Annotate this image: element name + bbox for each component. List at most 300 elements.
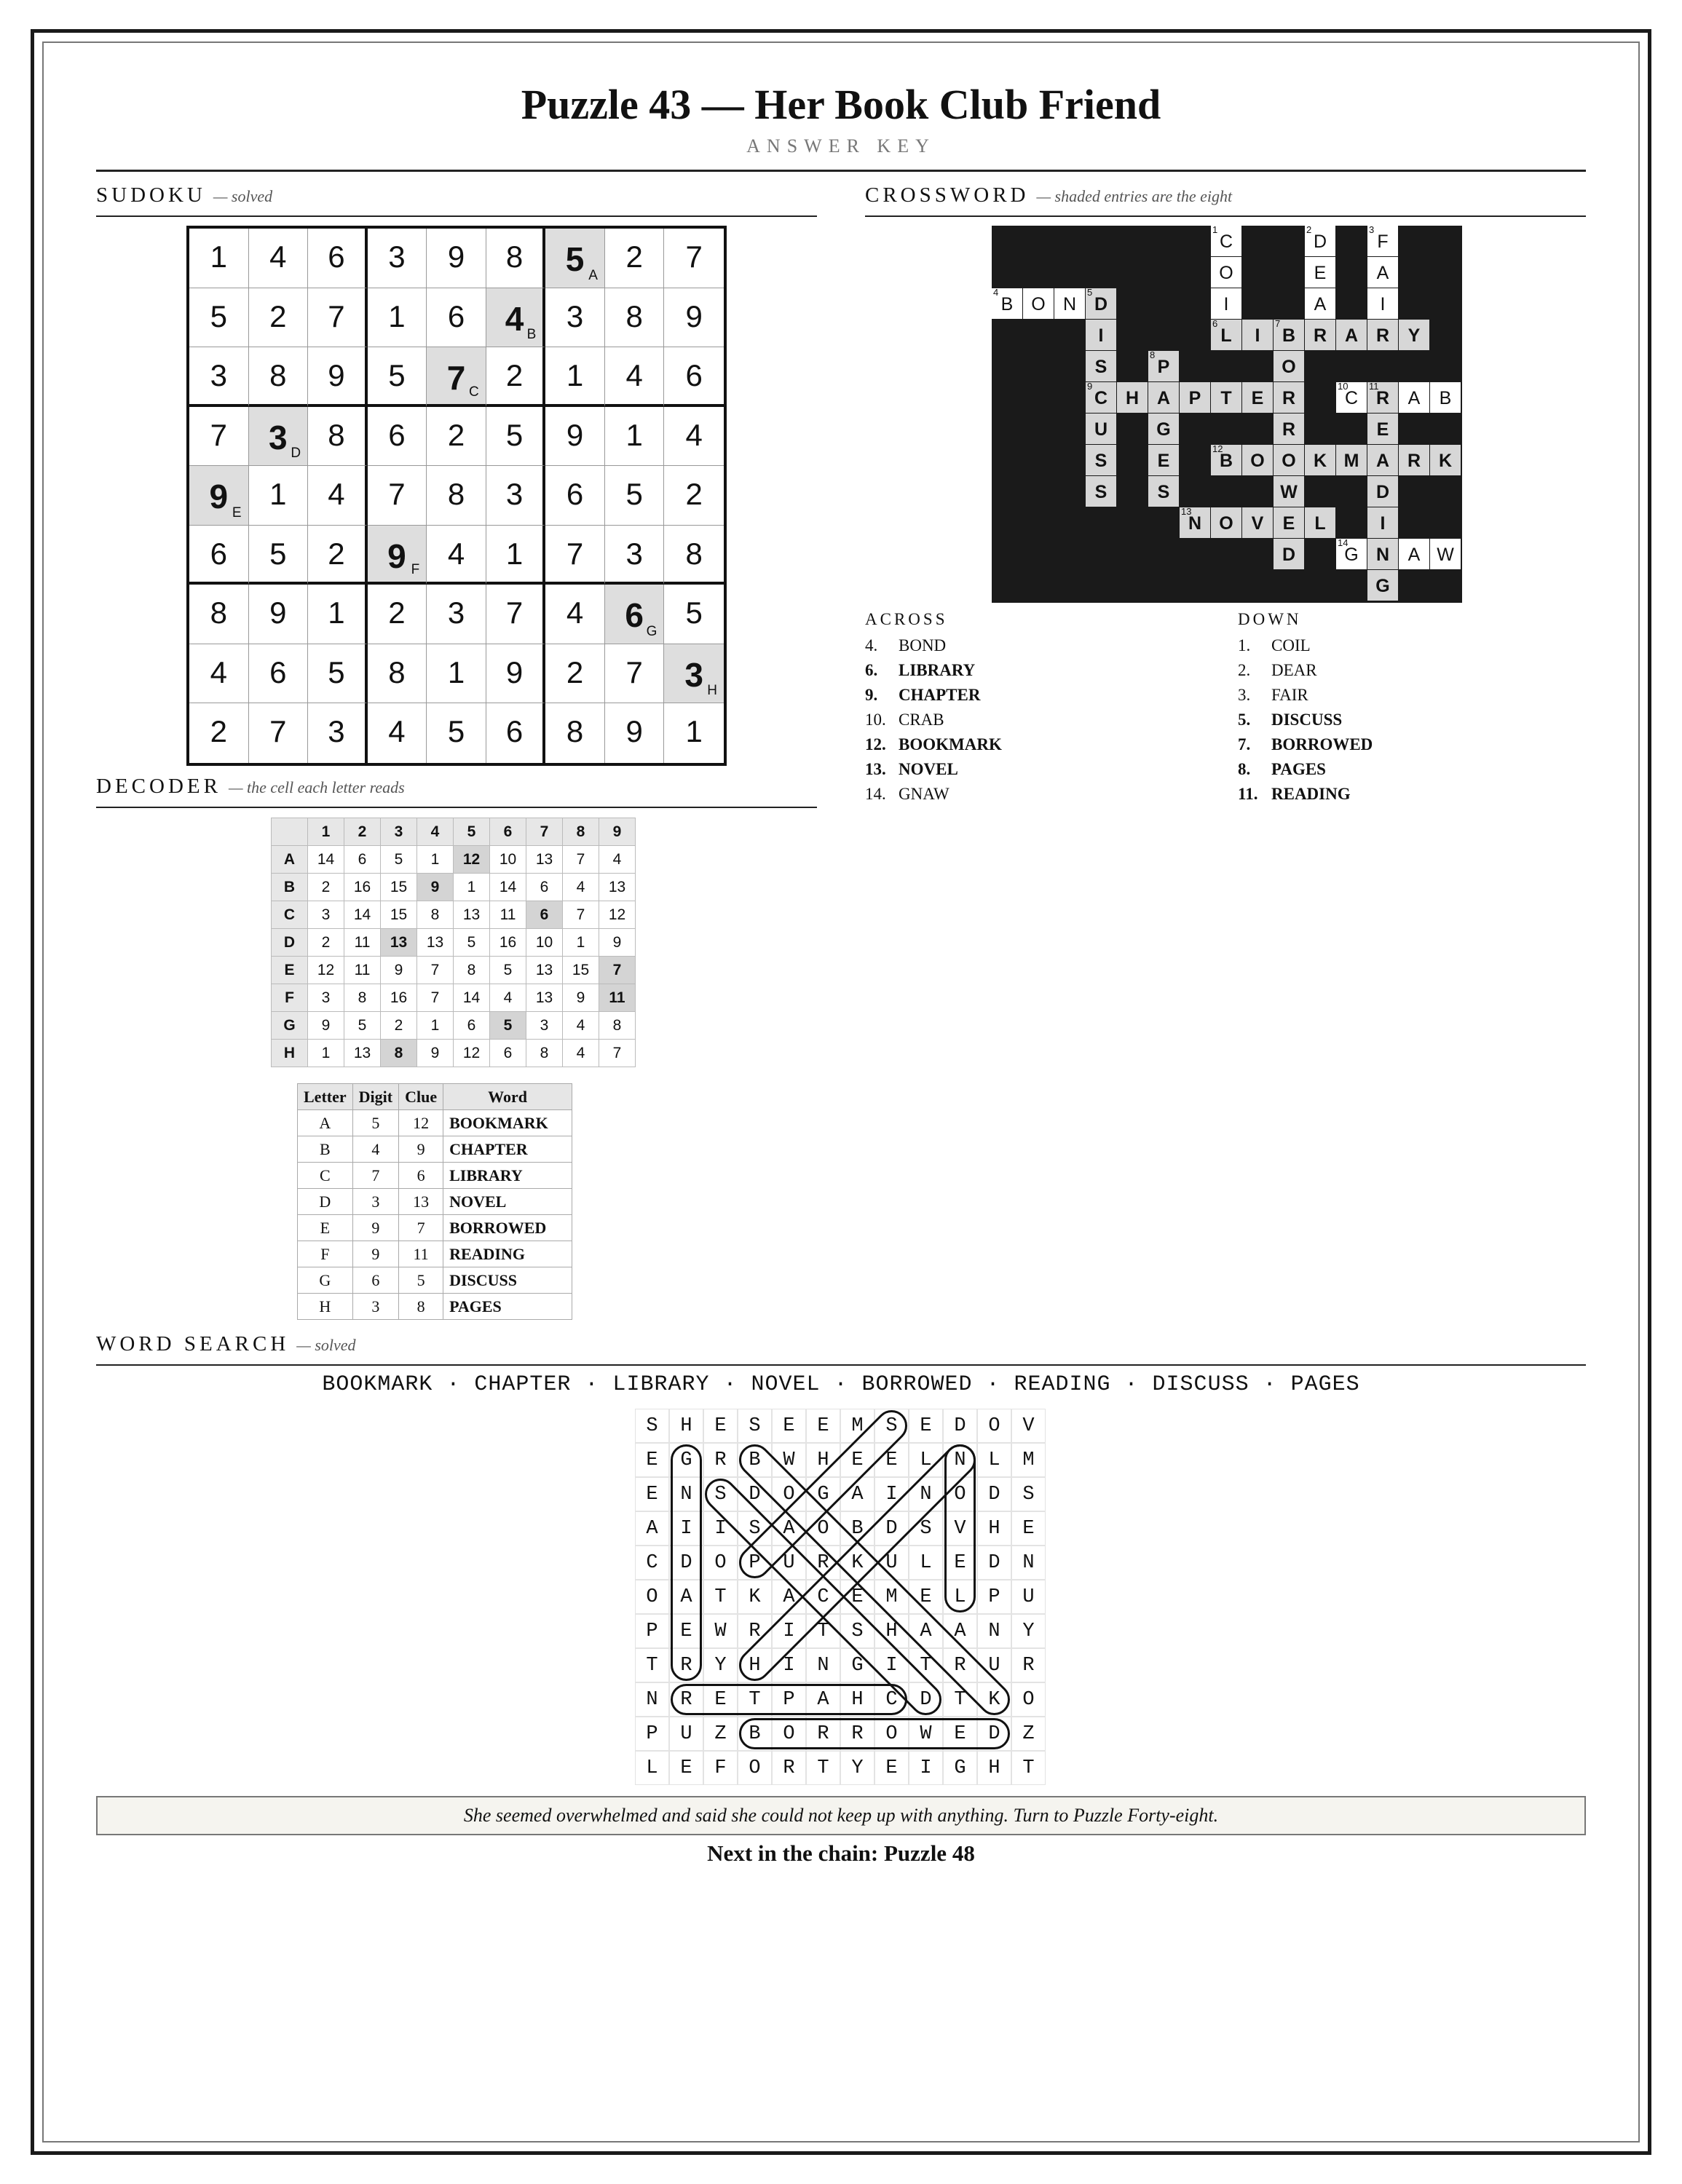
sudoku-digit: 1 bbox=[625, 417, 643, 452]
wordsearch-loops bbox=[635, 1409, 1046, 1785]
sudoku-cell bbox=[486, 466, 546, 526]
wordsearch-cell: V bbox=[1011, 1409, 1046, 1443]
wordsearch-cell: N bbox=[977, 1614, 1011, 1648]
sudoku-cell bbox=[605, 407, 665, 467]
sudoku-cell bbox=[308, 703, 368, 763]
wordsearch-cell: I bbox=[703, 1511, 738, 1546]
clue-answer: READING bbox=[1271, 785, 1351, 803]
wordsearch-cell: O bbox=[772, 1717, 806, 1751]
sudoku-cell bbox=[249, 288, 309, 348]
sudoku-tag: F bbox=[411, 562, 420, 578]
decoder-cell: 13 bbox=[526, 957, 563, 984]
sudoku-cell bbox=[308, 229, 368, 288]
wordsearch-cell: E bbox=[874, 1443, 909, 1477]
sudoku-digit: 5 bbox=[269, 536, 287, 571]
sudoku-tag: C bbox=[469, 384, 479, 400]
sudoku-digit: 1 bbox=[269, 477, 287, 512]
clue-number: 4. bbox=[865, 636, 878, 654]
wordsearch-cell: R bbox=[703, 1443, 738, 1477]
sudoku-digit: 5 bbox=[505, 417, 524, 452]
sudoku-cell bbox=[605, 229, 665, 288]
wordsearch-cell: E bbox=[1011, 1511, 1046, 1546]
sudoku-digit: 2 bbox=[447, 417, 465, 452]
decoder-cell: 15 bbox=[563, 957, 599, 984]
sudoku-cell bbox=[545, 644, 605, 704]
wordsearch-cell: R bbox=[669, 1682, 703, 1717]
sudoku-header bbox=[96, 183, 817, 217]
decoder-cell: 13 bbox=[454, 901, 490, 929]
wordsearch-cell: K bbox=[977, 1682, 1011, 1717]
wordsearch-cell: E bbox=[943, 1717, 977, 1751]
wordsearch-cell: D bbox=[943, 1409, 977, 1443]
sudoku-digit: 5 bbox=[388, 358, 406, 393]
crossword-cell: A bbox=[1399, 382, 1429, 413]
decoder-row bbox=[272, 901, 636, 929]
sudoku-cell bbox=[249, 526, 309, 585]
sudoku-digit: 9 bbox=[209, 478, 229, 516]
crossword-cell: A bbox=[1399, 539, 1429, 569]
wordsearch-cell: R bbox=[772, 1751, 806, 1785]
decoder-cell: 1 bbox=[454, 874, 490, 901]
sudoku-cell bbox=[249, 644, 309, 704]
wordsearch-cell: H bbox=[874, 1614, 909, 1648]
sudoku-cell bbox=[427, 288, 486, 348]
wordsearch-cell: E bbox=[909, 1580, 943, 1614]
key-cell: BORROWED bbox=[443, 1215, 572, 1241]
key-cell: READING bbox=[443, 1241, 572, 1267]
crossword-cell: D 2 bbox=[1305, 226, 1335, 256]
decoder-cell: 5 bbox=[381, 846, 417, 874]
wordsearch-cell: E bbox=[669, 1614, 703, 1648]
down-clue bbox=[1238, 708, 1580, 732]
decoder-row bbox=[272, 1012, 636, 1040]
key-cell: 3 bbox=[352, 1294, 398, 1320]
wordsearch-cell: S bbox=[635, 1409, 669, 1443]
wordsearch-cell: N bbox=[943, 1443, 977, 1477]
crossword-cell: C 10 bbox=[1336, 382, 1367, 413]
wordsearch-cell: M bbox=[874, 1580, 909, 1614]
wordsearch-cell: U bbox=[669, 1717, 703, 1751]
wordsearch-cell: L bbox=[977, 1443, 1011, 1477]
sudoku-digit: 2 bbox=[566, 654, 584, 689]
wordsearch-cell: T bbox=[806, 1614, 840, 1648]
decoder-cell: 9 bbox=[417, 874, 454, 901]
decoder-cell: 14 bbox=[490, 874, 526, 901]
decoder-row-header: H bbox=[272, 1040, 308, 1067]
wordsearch-cell: E bbox=[669, 1751, 703, 1785]
wordsearch-cell: P bbox=[635, 1614, 669, 1648]
sudoku-cell bbox=[486, 703, 546, 763]
across-heading: ACROSS bbox=[865, 610, 948, 628]
clue-number: 10. bbox=[865, 711, 886, 729]
sudoku-digit: 9 bbox=[566, 417, 584, 452]
crossword-cell: P 8 bbox=[1148, 351, 1179, 381]
wordsearch-cell: O bbox=[874, 1717, 909, 1751]
wordsearch-cell: M bbox=[840, 1409, 874, 1443]
wordsearch-cell: S bbox=[840, 1614, 874, 1648]
decoder-cell: 11 bbox=[490, 901, 526, 929]
sudoku-cell bbox=[189, 347, 249, 407]
decoder-cell: 5 bbox=[490, 957, 526, 984]
sudoku-digit: 1 bbox=[566, 358, 584, 393]
wordsearch-cell: R bbox=[840, 1717, 874, 1751]
clue-answer: DISCUSS bbox=[1271, 711, 1343, 729]
down-clue bbox=[1238, 732, 1580, 757]
word-list: BOOKMARK · CHAPTER · LIBRARY · NOVEL · BORROWED · READING · DISCUSS · PAGES bbox=[322, 1372, 1360, 1397]
decoder-cell: 13 bbox=[417, 929, 454, 957]
sudoku-cell bbox=[368, 703, 427, 763]
wordsearch-cell: E bbox=[874, 1751, 909, 1785]
sudoku-digit: 1 bbox=[210, 240, 227, 274]
decoder-cell: 13 bbox=[381, 929, 417, 957]
wordsearch-cell: I bbox=[874, 1477, 909, 1511]
crossword-cell: E bbox=[1305, 257, 1335, 288]
crossword-cell: U bbox=[1086, 414, 1116, 444]
decoder-cell: 4 bbox=[563, 1012, 599, 1040]
crossword-number: 13 bbox=[1181, 506, 1192, 517]
wordsearch-cell: B bbox=[738, 1443, 772, 1477]
decoder-cell: 6 bbox=[526, 874, 563, 901]
wordsearch-cell: I bbox=[772, 1648, 806, 1682]
crossword-cell: B bbox=[1430, 382, 1461, 413]
clue-number: 11. bbox=[1238, 785, 1258, 803]
key-cell: 6 bbox=[352, 1267, 398, 1294]
sudoku-cell bbox=[427, 466, 486, 526]
word-loop-borrowed bbox=[741, 1720, 1009, 1749]
decoder-cell: 9 bbox=[599, 929, 636, 957]
sudoku-digit: 2 bbox=[328, 536, 345, 571]
sudoku-digit: 5 bbox=[210, 298, 227, 333]
decoder-col-header: 1 bbox=[308, 818, 344, 846]
crossword-cell: R bbox=[1367, 320, 1398, 350]
decoder-col-header: 4 bbox=[417, 818, 454, 846]
crossword-cell: O bbox=[1274, 445, 1304, 475]
key-cell: 9 bbox=[352, 1215, 398, 1241]
sudoku-tag: H bbox=[707, 683, 717, 699]
wordsearch-cell: T bbox=[738, 1682, 772, 1717]
down-clues bbox=[1238, 610, 1580, 807]
decoder-cell: 13 bbox=[526, 846, 563, 874]
sudoku-cell bbox=[189, 526, 249, 585]
sudoku-digit: 6 bbox=[328, 240, 345, 274]
sudoku-digit: 3 bbox=[505, 477, 524, 512]
sudoku-digit: 7 bbox=[685, 240, 703, 274]
wordsearch-cell: C bbox=[806, 1580, 840, 1614]
crossword-grid bbox=[992, 226, 1462, 603]
wordsearch-cell: M bbox=[1011, 1443, 1046, 1477]
wordsearch-cell: A bbox=[669, 1580, 703, 1614]
sudoku-digit: 7 bbox=[328, 298, 345, 333]
decoder-cell: 3 bbox=[308, 901, 344, 929]
decoder-row-header: A bbox=[272, 846, 308, 874]
sudoku-digit: 2 bbox=[210, 714, 227, 749]
sudoku-cell bbox=[545, 585, 605, 644]
wordsearch-cell: W bbox=[772, 1443, 806, 1477]
sudoku-cell bbox=[189, 644, 249, 704]
sudoku-digit: 3 bbox=[447, 596, 465, 630]
key-header-row bbox=[298, 1084, 572, 1110]
decoder-cell: 8 bbox=[417, 901, 454, 929]
key-row bbox=[298, 1267, 572, 1294]
sudoku-digit: 3 bbox=[210, 358, 227, 393]
sudoku-digit: 9 bbox=[625, 714, 643, 749]
decoder-cell: 13 bbox=[599, 874, 636, 901]
wordsearch-heading: WORD SEARCH bbox=[96, 1332, 290, 1356]
crossword-number: 4 bbox=[993, 287, 999, 298]
story-note: She seemed overwhelmed and said she could not keep up with anything. Turn to Puzzle Forty-eight. bbox=[96, 1796, 1586, 1835]
sudoku-tag: A bbox=[588, 267, 598, 283]
decoder-cell: 4 bbox=[599, 846, 636, 874]
wordsearch-cell: S bbox=[703, 1477, 738, 1511]
crossword-cell: O bbox=[1211, 507, 1241, 538]
wordsearch-cell: I bbox=[669, 1511, 703, 1546]
sudoku-cell bbox=[427, 526, 486, 585]
sudoku-cell bbox=[308, 644, 368, 704]
decoder-cell: 1 bbox=[417, 1012, 454, 1040]
decoder-row bbox=[272, 846, 636, 874]
key-row bbox=[298, 1241, 572, 1267]
crossword-cell: F 3 bbox=[1367, 226, 1398, 256]
crossword-cell: N 13 bbox=[1180, 507, 1210, 538]
wordsearch-cell: P bbox=[772, 1682, 806, 1717]
decoder-cell: 7 bbox=[563, 901, 599, 929]
crossword-cell: K bbox=[1305, 445, 1335, 475]
key-cell: 11 bbox=[399, 1241, 443, 1267]
sudoku-digit: 2 bbox=[269, 298, 287, 333]
sudoku-cell bbox=[545, 703, 605, 763]
decoder-cell: 12 bbox=[454, 1040, 490, 1067]
crossword-number: 2 bbox=[1306, 224, 1312, 235]
down-clue bbox=[1238, 633, 1580, 658]
decoder-cell: 12 bbox=[599, 901, 636, 929]
crossword-cell: O bbox=[1211, 257, 1241, 288]
title-rule bbox=[96, 170, 1586, 172]
wordsearch-cell: L bbox=[909, 1546, 943, 1580]
key-row bbox=[298, 1136, 572, 1163]
sudoku-digit: 4 bbox=[269, 240, 287, 274]
decoder-cell: 15 bbox=[381, 874, 417, 901]
wordsearch-cell: D bbox=[874, 1511, 909, 1546]
wordsearch-cell: E bbox=[635, 1477, 669, 1511]
sudoku-cell bbox=[189, 229, 249, 288]
wordsearch-cell: I bbox=[772, 1614, 806, 1648]
crossword-cell: I bbox=[1242, 320, 1273, 350]
key-cell: D bbox=[298, 1189, 353, 1215]
sudoku-digit: 8 bbox=[447, 477, 465, 512]
clue-number: 5. bbox=[1238, 711, 1251, 729]
sudoku-cell bbox=[605, 347, 665, 407]
sudoku-cell bbox=[368, 229, 427, 288]
decoder-col-header: 9 bbox=[599, 818, 636, 846]
wordsearch-cell: R bbox=[1011, 1648, 1046, 1682]
decoder-cell: 2 bbox=[308, 874, 344, 901]
sudoku-cell bbox=[368, 347, 427, 407]
decoder-col-header: 2 bbox=[344, 818, 381, 846]
wordsearch-cell: D bbox=[977, 1477, 1011, 1511]
decoder-row bbox=[272, 874, 636, 901]
sudoku-digit: 1 bbox=[447, 654, 465, 689]
sudoku-digit: 1 bbox=[388, 298, 406, 333]
key-row bbox=[298, 1294, 572, 1320]
sudoku-digit: 4 bbox=[685, 417, 703, 452]
sudoku-cell bbox=[308, 407, 368, 467]
clue-answer: FAIR bbox=[1271, 686, 1308, 704]
key-cell: DISCUSS bbox=[443, 1267, 572, 1294]
wordsearch-cell: E bbox=[943, 1546, 977, 1580]
wordsearch-cell: T bbox=[909, 1648, 943, 1682]
key-cell: B bbox=[298, 1136, 353, 1163]
wordsearch-cell: R bbox=[943, 1648, 977, 1682]
sudoku-digit: 9 bbox=[685, 298, 703, 333]
crossword-cell: A bbox=[1367, 445, 1398, 475]
sudoku-digit: 6 bbox=[210, 536, 227, 571]
wordsearch-cell: L bbox=[635, 1751, 669, 1785]
sudoku-digit: 8 bbox=[625, 298, 643, 333]
wordsearch-cell: O bbox=[806, 1511, 840, 1546]
word-loop-reading bbox=[672, 1446, 701, 1680]
wordsearch-cell: S bbox=[1011, 1477, 1046, 1511]
sudoku-heading: SUDOKU bbox=[96, 183, 206, 207]
wordsearch-cell: O bbox=[977, 1409, 1011, 1443]
sudoku-cell bbox=[249, 407, 309, 467]
sudoku-cell bbox=[605, 466, 665, 526]
sudoku-cell bbox=[486, 526, 546, 585]
clue-number: 14. bbox=[865, 785, 886, 803]
decoder-cell: 12 bbox=[308, 957, 344, 984]
sudoku-cell bbox=[605, 644, 665, 704]
down-heading: DOWN bbox=[1238, 610, 1302, 628]
decoder-header bbox=[96, 775, 817, 808]
decoder-cell: 2 bbox=[381, 1012, 417, 1040]
crossword-cell: C 1 bbox=[1211, 226, 1241, 256]
sudoku-cell bbox=[249, 229, 309, 288]
decoder-row-header: F bbox=[272, 984, 308, 1012]
sudoku-digit: 3 bbox=[625, 536, 643, 571]
page-subtitle: ANSWER KEY bbox=[746, 135, 936, 157]
key-cell: 13 bbox=[399, 1189, 443, 1215]
decoder-cell: 1 bbox=[417, 846, 454, 874]
decoder-cell: 6 bbox=[454, 1012, 490, 1040]
sudoku-digit: 3 bbox=[566, 298, 584, 333]
sudoku-cell bbox=[605, 288, 665, 348]
clue-answer: GNAW bbox=[899, 785, 949, 803]
crossword-cell: A bbox=[1148, 382, 1179, 413]
wordsearch-cell: H bbox=[669, 1409, 703, 1443]
key-cell: CHAPTER bbox=[443, 1136, 572, 1163]
decoder-cell: 8 bbox=[381, 1040, 417, 1067]
sudoku-digit: 6 bbox=[388, 417, 406, 452]
decoder-cell: 11 bbox=[344, 929, 381, 957]
wordsearch-cell: F bbox=[703, 1751, 738, 1785]
sudoku-digit: 4 bbox=[566, 596, 584, 630]
sudoku-digit: 5 bbox=[625, 477, 643, 512]
wordsearch-cell: H bbox=[840, 1682, 874, 1717]
sudoku-digit: 7 bbox=[566, 536, 584, 571]
sudoku-tag: E bbox=[232, 505, 242, 521]
sudoku-cell bbox=[427, 644, 486, 704]
sudoku-cell bbox=[664, 644, 724, 704]
wordsearch-cell: Y bbox=[840, 1751, 874, 1785]
sudoku-cell bbox=[486, 229, 546, 288]
sudoku-digit: 7 bbox=[446, 359, 466, 397]
crossword-number: 10 bbox=[1338, 381, 1349, 392]
key-cell: 5 bbox=[352, 1110, 398, 1136]
decoder-col-header: 3 bbox=[381, 818, 417, 846]
crossword-cell: S bbox=[1086, 445, 1116, 475]
sudoku-cell bbox=[308, 526, 368, 585]
wordsearch-cell: E bbox=[703, 1682, 738, 1717]
sudoku-digit: 9 bbox=[269, 596, 287, 630]
sudoku-cell bbox=[427, 585, 486, 644]
sudoku-cell bbox=[664, 229, 724, 288]
crossword-cell: G 14 bbox=[1336, 539, 1367, 569]
wordsearch-cell: N bbox=[635, 1682, 669, 1717]
wordsearch-cell: A bbox=[806, 1682, 840, 1717]
crossword-cell: I bbox=[1367, 288, 1398, 319]
wordsearch-cell: I bbox=[909, 1751, 943, 1785]
crossword-cell: C 9 bbox=[1086, 382, 1116, 413]
wordsearch-cell: H bbox=[738, 1648, 772, 1682]
crossword-cell: R 11 bbox=[1367, 382, 1398, 413]
next-puzzle: Next in the chain: Puzzle 48 bbox=[707, 1840, 975, 1866]
crossword-cell: O bbox=[1242, 445, 1273, 475]
sudoku-digit: 4 bbox=[447, 536, 465, 571]
clue-number: 9. bbox=[865, 686, 878, 704]
decoder-row bbox=[272, 957, 636, 984]
decoder-cell: 14 bbox=[344, 901, 381, 929]
decoder-row bbox=[272, 984, 636, 1012]
crossword-cell: R bbox=[1305, 320, 1335, 350]
crossword-cell: I bbox=[1367, 507, 1398, 538]
crossword-cell: R bbox=[1274, 382, 1304, 413]
crossword-cell: D bbox=[1274, 539, 1304, 569]
sudoku-cell bbox=[427, 347, 486, 407]
sudoku-digit: 3 bbox=[388, 240, 406, 274]
sudoku-cell bbox=[368, 407, 427, 467]
sudoku-cell bbox=[189, 407, 249, 467]
key-cell: 9 bbox=[399, 1136, 443, 1163]
decoder-cell: 6 bbox=[344, 846, 381, 874]
decoder-note: — the cell each letter reads bbox=[228, 778, 405, 796]
crossword-number: 5 bbox=[1087, 287, 1093, 298]
sudoku-cell bbox=[249, 703, 309, 763]
crossword-cell: B 4 bbox=[992, 288, 1022, 319]
across-clue bbox=[865, 757, 1215, 782]
wordsearch-cell: C bbox=[874, 1682, 909, 1717]
crossword-heading: CROSSWORD bbox=[865, 183, 1030, 207]
sudoku-digit: 2 bbox=[388, 596, 406, 630]
sudoku-cell bbox=[486, 585, 546, 644]
key-row bbox=[298, 1110, 572, 1136]
sudoku-tag: B bbox=[526, 327, 537, 343]
sudoku-digit: 4 bbox=[210, 654, 227, 689]
sudoku-cell bbox=[605, 585, 665, 644]
crossword-cell: O bbox=[1274, 351, 1304, 381]
sudoku-cell bbox=[368, 288, 427, 348]
word-loop-discuss bbox=[700, 1473, 947, 1720]
crossword-cell: A bbox=[1367, 257, 1398, 288]
decoder-cell: 13 bbox=[526, 984, 563, 1012]
key-cell: H bbox=[298, 1294, 353, 1320]
decoder-cell: 9 bbox=[563, 984, 599, 1012]
decoder-cell: 8 bbox=[344, 984, 381, 1012]
decoder-cell: 4 bbox=[490, 984, 526, 1012]
wordsearch-cell: V bbox=[943, 1511, 977, 1546]
decoder-cell: 8 bbox=[526, 1040, 563, 1067]
crossword-number: 14 bbox=[1338, 537, 1349, 548]
sudoku-cell bbox=[189, 288, 249, 348]
sudoku-cell bbox=[427, 703, 486, 763]
